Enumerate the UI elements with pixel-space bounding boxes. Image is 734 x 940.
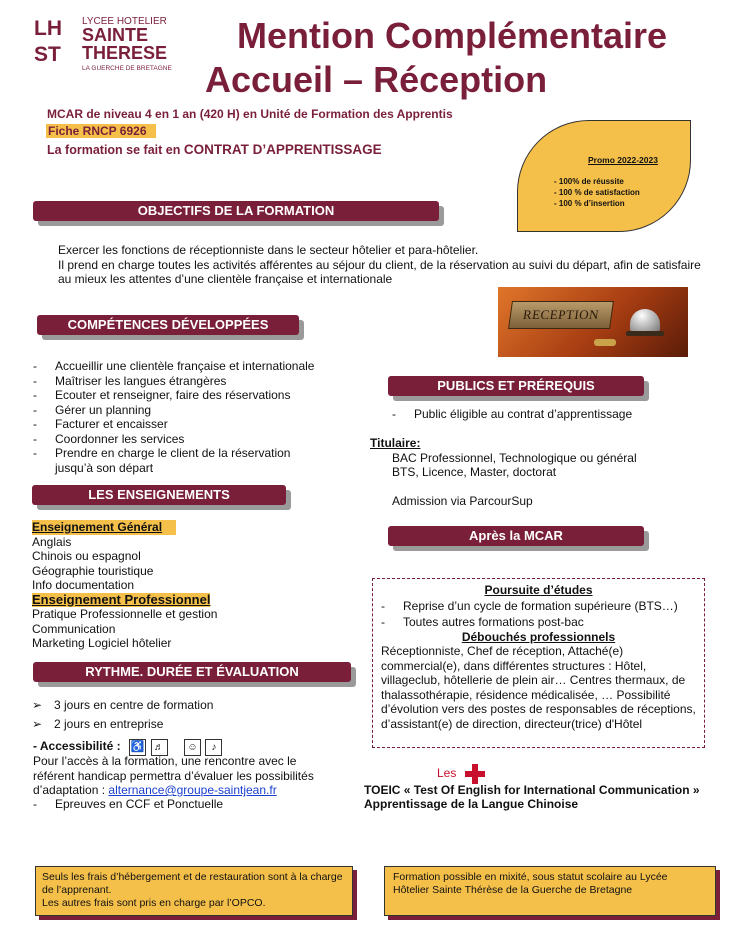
objectifs-line: Exercer les fonctions de réceptionniste dans le secteur hôtelier et para-hôtelier. [58, 243, 479, 257]
list-item: ➢ 2 jours en entreprise [32, 715, 352, 734]
footer-left-line: Les autres frais sont pris en charge par l’OPCO. [42, 897, 266, 909]
objectifs-line: au mieux les attentes d’une clientèle française et internationale [58, 272, 393, 286]
fiche-rncp: Fiche RNCP 6926 [46, 124, 156, 138]
plus-block [364, 783, 724, 811]
contract-prefix: La formation se fait en [47, 143, 184, 157]
promo-stat: - 100 % de satisfaction [554, 188, 640, 197]
apres-heading: Après la MCAR [388, 526, 644, 546]
promo-stats [554, 176, 640, 209]
logo-name-2: THERESE [82, 43, 168, 63]
titulaire-line: BAC Professionnel, Technologique ou général [392, 450, 637, 465]
list-item: - Coordonner les services [33, 432, 333, 447]
title-line-2: Accueil – Réception [205, 59, 548, 100]
reception-sign-text: RECEPTION [522, 307, 601, 322]
logo-school-name [82, 26, 167, 62]
plus-toeic: TOEIC « Test Of English for International Communication » [364, 783, 700, 797]
debouches-text: Réceptionniste, Chef de réception, Attaché(e) commercial(e), dans différentes structures : Hôtel, villageclub, hôtellerie de plein air… Centres thermaux, de thalassothérapie, résidence médicalisée, … Possibilité d’évolution vers des postes de responsables de réceptions, d’assistant(e) de direction, directeur(trice) d'Hôtel [381, 644, 696, 731]
page-title [205, 14, 725, 102]
objectifs-text [58, 243, 723, 287]
epreuves-list [33, 797, 333, 812]
bell-icon [630, 309, 660, 331]
debouches-title: Débouchés professionnels [461, 630, 616, 644]
apres-box [372, 578, 705, 748]
key-icon [594, 339, 616, 346]
list-item: - Ecouter et renseigner, faire des réservations [33, 388, 333, 403]
competences-list [33, 359, 333, 475]
plus-heading [437, 764, 485, 784]
contract-bold: CONTRAT D’APPRENTISSAGE [183, 142, 382, 157]
list-item: ➢ 3 jours en centre de formation [32, 696, 352, 715]
promo-stat: - 100% de réussite [554, 177, 624, 186]
promo-title: Promo 2022-2023 [588, 155, 658, 165]
contract-line [47, 142, 382, 157]
list-item: Chinois ou espagnol [32, 549, 141, 563]
publics-heading: PUBLICS ET PRÉREQUIS [388, 376, 644, 396]
list-item: Marketing Logiciel hôtelier [32, 636, 172, 650]
list-item: - Epreuves en CCF et Ponctuelle [33, 797, 333, 812]
logo [34, 16, 174, 76]
reception-sign [508, 301, 614, 329]
mental-icon: ☺ [184, 739, 201, 756]
list-item: Info documentation [32, 578, 135, 592]
logo-location: LA GUERCHE DE BRETAGNE [82, 65, 172, 72]
plus-les: Les [437, 766, 457, 780]
accessibility-email[interactable]: alternance@groupe-saintjean.fr [108, 783, 277, 797]
intro-line: MCAR de niveau 4 en 1 an (420 H) en Unité de Formation des Apprentis [47, 107, 453, 121]
list-item: - Public éligible au contrat d’apprentissage [392, 407, 712, 422]
accessibility-row [33, 737, 222, 755]
accessibility-label: - Accessibilité : [33, 739, 121, 753]
logo-letters: LH ST [34, 17, 62, 66]
publics-list [392, 407, 712, 422]
titulaire-label: Titulaire: [370, 436, 421, 450]
rythme-heading: RYTHME. DURÉE ET ÉVALUATION [33, 662, 351, 682]
objectifs-heading: OBJECTIFS DE LA FORMATION [33, 201, 439, 221]
general-label: Enseignement Général [32, 520, 176, 535]
list-item: - Prendre en charge le client de la réservation jusqu’à son départ [33, 446, 305, 475]
list-item: - Accueillir une clientèle française et internationale [33, 359, 333, 374]
footer-right-text: Formation possible en mixité, sous statut scolaire au Lycée Hôtelier Sainte Thérèse de la Guerche de Bretagne [393, 871, 668, 896]
titulaire-block [370, 436, 710, 508]
list-item: - Facturer et encaisser [33, 417, 333, 432]
list-item: - Reprise d’un cycle de formation supérieure (BTS…) [381, 598, 696, 614]
list-item: Géographie touristique [32, 563, 154, 578]
rythme-list [32, 696, 352, 734]
promo-badge [517, 120, 691, 232]
admission-line: Admission via ParcourSup [392, 493, 533, 508]
wheelchair-icon: ♿ [129, 739, 146, 756]
accessibility-text [33, 754, 333, 798]
ear-icon: ♪ [205, 739, 222, 756]
plus-icon [465, 764, 485, 784]
list-item: - Maîtriser les langues étrangères [33, 374, 333, 389]
list-item: - Gérer un planning [33, 403, 333, 418]
poursuite-title: Poursuite d’études [484, 583, 593, 597]
titulaire-line: BTS, Licence, Master, doctorat [392, 465, 557, 479]
logo-school-top: LYCEE HOTELIER [82, 16, 167, 27]
plus-chinois: Apprentissage de la Langue Chinoise [364, 797, 579, 811]
list-item: Communication [32, 621, 116, 636]
list-item: Pratique Professionnelle et gestion [32, 607, 218, 621]
hearing-icon: ♬ [151, 739, 168, 756]
enseignements-heading: LES ENSEIGNEMENTS [32, 485, 286, 505]
poursuite-list [381, 598, 696, 630]
title-line-1: Mention Complémentaire [237, 15, 668, 56]
promo-stat: - 100 % d’insertion [554, 199, 625, 208]
accessibility-desc: Pour l’accès à la formation, une rencontre avec le référent handicap permettra d’évaluer les possibilités d’adaptation : [33, 754, 314, 797]
bell-base [626, 331, 664, 336]
reception-photo [498, 287, 688, 357]
competences-heading: COMPÉTENCES DÉVELOPPÉES [37, 315, 299, 335]
footer-left-line: Seuls les frais d’hébergement et de restauration sont à la charge de l’apprenant. [42, 871, 343, 896]
enseignements-block [32, 520, 332, 651]
pro-label: Enseignement Professionnel [32, 591, 211, 607]
list-item: - Toutes autres formations post-bac [381, 614, 696, 630]
footer-left [35, 866, 353, 916]
objectifs-line: Il prend en charge toutes les activités afférentes au séjour du client, de la réservation au suivi du départ, afin de satisfaire [58, 257, 701, 272]
logo-name-1: SAINTE [82, 25, 149, 45]
footer-right [384, 866, 716, 916]
list-item: Anglais [32, 534, 72, 549]
